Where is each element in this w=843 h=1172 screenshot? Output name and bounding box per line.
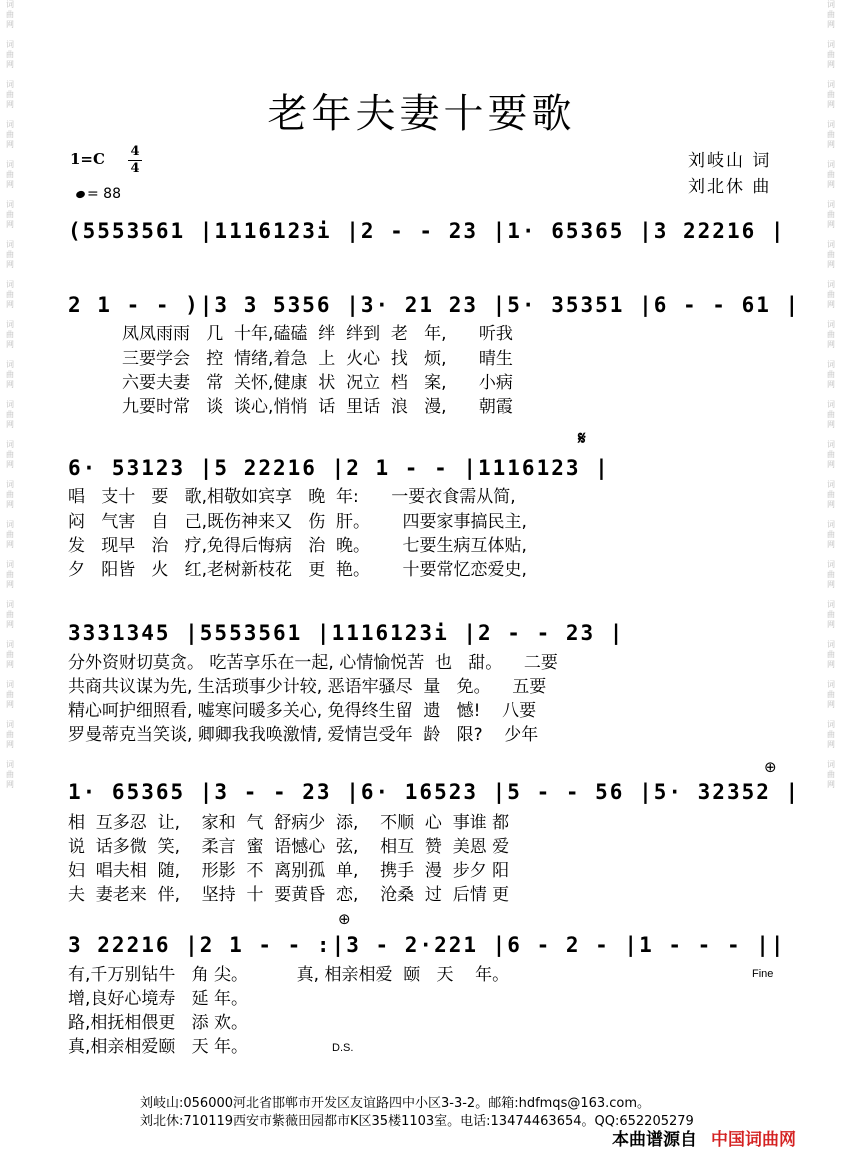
contact-line-lyricist: 刘岐山:056000河北省邯郸市开发区友谊路四中小区3-3-2。邮箱:hdfmqs@163.com。 — [140, 1096, 651, 1111]
lyrics-line: 共商共议谋为先, 生活琐事少计较, 恶语牢骚尽 量 免。 五要 — [68, 677, 547, 697]
contact-line-composer: 刘北休:710119西安市紫薇田园都市K区35楼1103室。电话:13474463654。QQ:652205279 — [140, 1114, 694, 1129]
lyrics-line: 相 互多忍 让, 家和 气 舒病少 添, 不顺 心 事谁 都 — [68, 813, 510, 833]
song-title: 老年夫妻十要歌 — [267, 91, 576, 137]
tempo-value: = 88 — [87, 186, 121, 202]
watermark-right: 词 曲 网 词 曲 网 词 曲 网 词 曲 网 词 曲 网 词 曲 网 词 曲 网 词 曲 网 词 曲 网 词 曲 网 词 曲 网 词 曲 网 词 曲 网 词 曲 网 词 曲 网 词 曲 网 词 曲 网 词 曲 网 词 曲 网 词 曲 网 — [827, 0, 835, 789]
lyrics-line: 发 现早 治 疗,免得后悔病 治 晚。 七要生病互体贴, — [68, 536, 527, 556]
segno-sign: 𝄋 — [578, 428, 586, 449]
source-credit — [612, 1125, 796, 1150]
time-signature-top: 4 — [130, 144, 140, 159]
lyrics-line: 夕 阳皆 火 红,老树新枝花 更 艳。 十要常忆恋爱史, — [68, 560, 527, 580]
lyrics-line: 夫 妻老来 伴, 坚持 十 要黄昏 恋, 沧桑 过 后情 更 — [68, 885, 510, 905]
watermark-left: 词 曲 网 词 曲 网 词 曲 网 词 曲 网 词 曲 网 词 曲 网 词 曲 网 词 曲 网 词 曲 网 词 曲 网 词 曲 网 词 曲 网 词 曲 网 词 曲 网 词 曲 网 词 曲 网 词 曲 网 词 曲 网 词 曲 网 词 曲 网 — [6, 0, 14, 789]
lyrics-line: 有,千万别钻牛 角 尖。 真, 相亲相爱 颐 天 年。 — [68, 965, 510, 985]
lyrics-line: 九要时常 谈 谈心,悄悄 话 里话 浪 漫, 朝霞 — [68, 397, 513, 417]
lyrics-line: 路,相抚相偎更 添 欢。 — [68, 1013, 249, 1033]
time-signature-bottom: 4 — [130, 161, 140, 176]
coda-sign: ⊕ — [338, 910, 351, 928]
lyrics-line: 六要夫妻 常 关怀,健康 状 况立 档 案, 小病 — [68, 373, 513, 393]
notation-line-3: 6· 53123 |5 22216 |2 1 - - |1116123 | — [68, 456, 610, 480]
ds-mark: D.S. — [332, 1042, 354, 1054]
notation-line-4: 3331345 |5553561 |1116123i |2 - - 23 | — [68, 621, 625, 645]
source-label: 本曲谱源自 — [612, 1130, 697, 1150]
lyrics-line: 罗曼蒂克当笑谈, 卿卿我我唤激情, 爱情岂受年 龄 限? 少年 — [68, 725, 539, 745]
lyrics-line: 闷 气害 自 己,既伤神来又 伤 肝。 四要家事搞民主, — [68, 512, 527, 532]
tempo-marking — [76, 186, 121, 202]
key-signature: 1=C — [70, 150, 105, 168]
lyrics-line: 分外资财切莫贪。 吃苦享乐在一起, 心情愉悦苦 也 甜。 二要 — [68, 653, 558, 673]
notation-line-2: 2 1 - - )|3 3 5356 |3· 21 23 |5· 35351 |6 - - 61 | — [68, 293, 801, 317]
notation-line-1: (5553561 |1116123i |2 - - 23 |1· 65365 |3 22216 | — [68, 219, 786, 243]
time-signature — [128, 145, 142, 176]
lyrics-line: 增,良好心境寿 延 年。 — [68, 989, 249, 1009]
notation-line-6: 3 22216 |2 1 - - :|3 - 2·221 |6 - 2 - |1 - - - || — [68, 933, 786, 957]
lyrics-line: 精心呵护细照看, 嘘寒问暖多关心, 免得终生留 遗 憾! 八要 — [68, 701, 537, 721]
lyrics-line: 三要学会 控 情绪,着急 上 火心 找 烦, 晴生 — [68, 349, 513, 369]
lyricist-credit: 刘岐山 词 — [688, 151, 772, 171]
quarter-note-icon — [75, 190, 86, 200]
fine-mark: Fine — [752, 968, 774, 980]
notation-line-5: 1· 65365 |3 - - 23 |6· 16523 |5 - - 56 |5· 32352 | — [68, 780, 801, 804]
coda-sign: ⊕ — [764, 758, 777, 776]
lyrics-line: 妇 唱夫相 随, 形影 不 离别孤 单, 携手 漫 步夕 阳 — [68, 861, 510, 881]
lyrics-line: 唱 支十 要 歌,相敬如宾享 晚 年: 一要衣食需从简, — [68, 487, 516, 507]
source-site-link[interactable]: 中国词曲网 — [711, 1130, 796, 1150]
lyrics-line: 真,相亲相爱颐 天 年。 — [68, 1037, 249, 1057]
lyrics-line: 凤凤雨雨 几 十年,磕磕 绊 绊到 老 年, 听我 — [68, 324, 513, 344]
composer-credit: 刘北休 曲 — [688, 177, 772, 197]
lyrics-line: 说 话多微 笑, 柔言 蜜 语憾心 弦, 相互 赞 美恩 爱 — [68, 837, 510, 857]
